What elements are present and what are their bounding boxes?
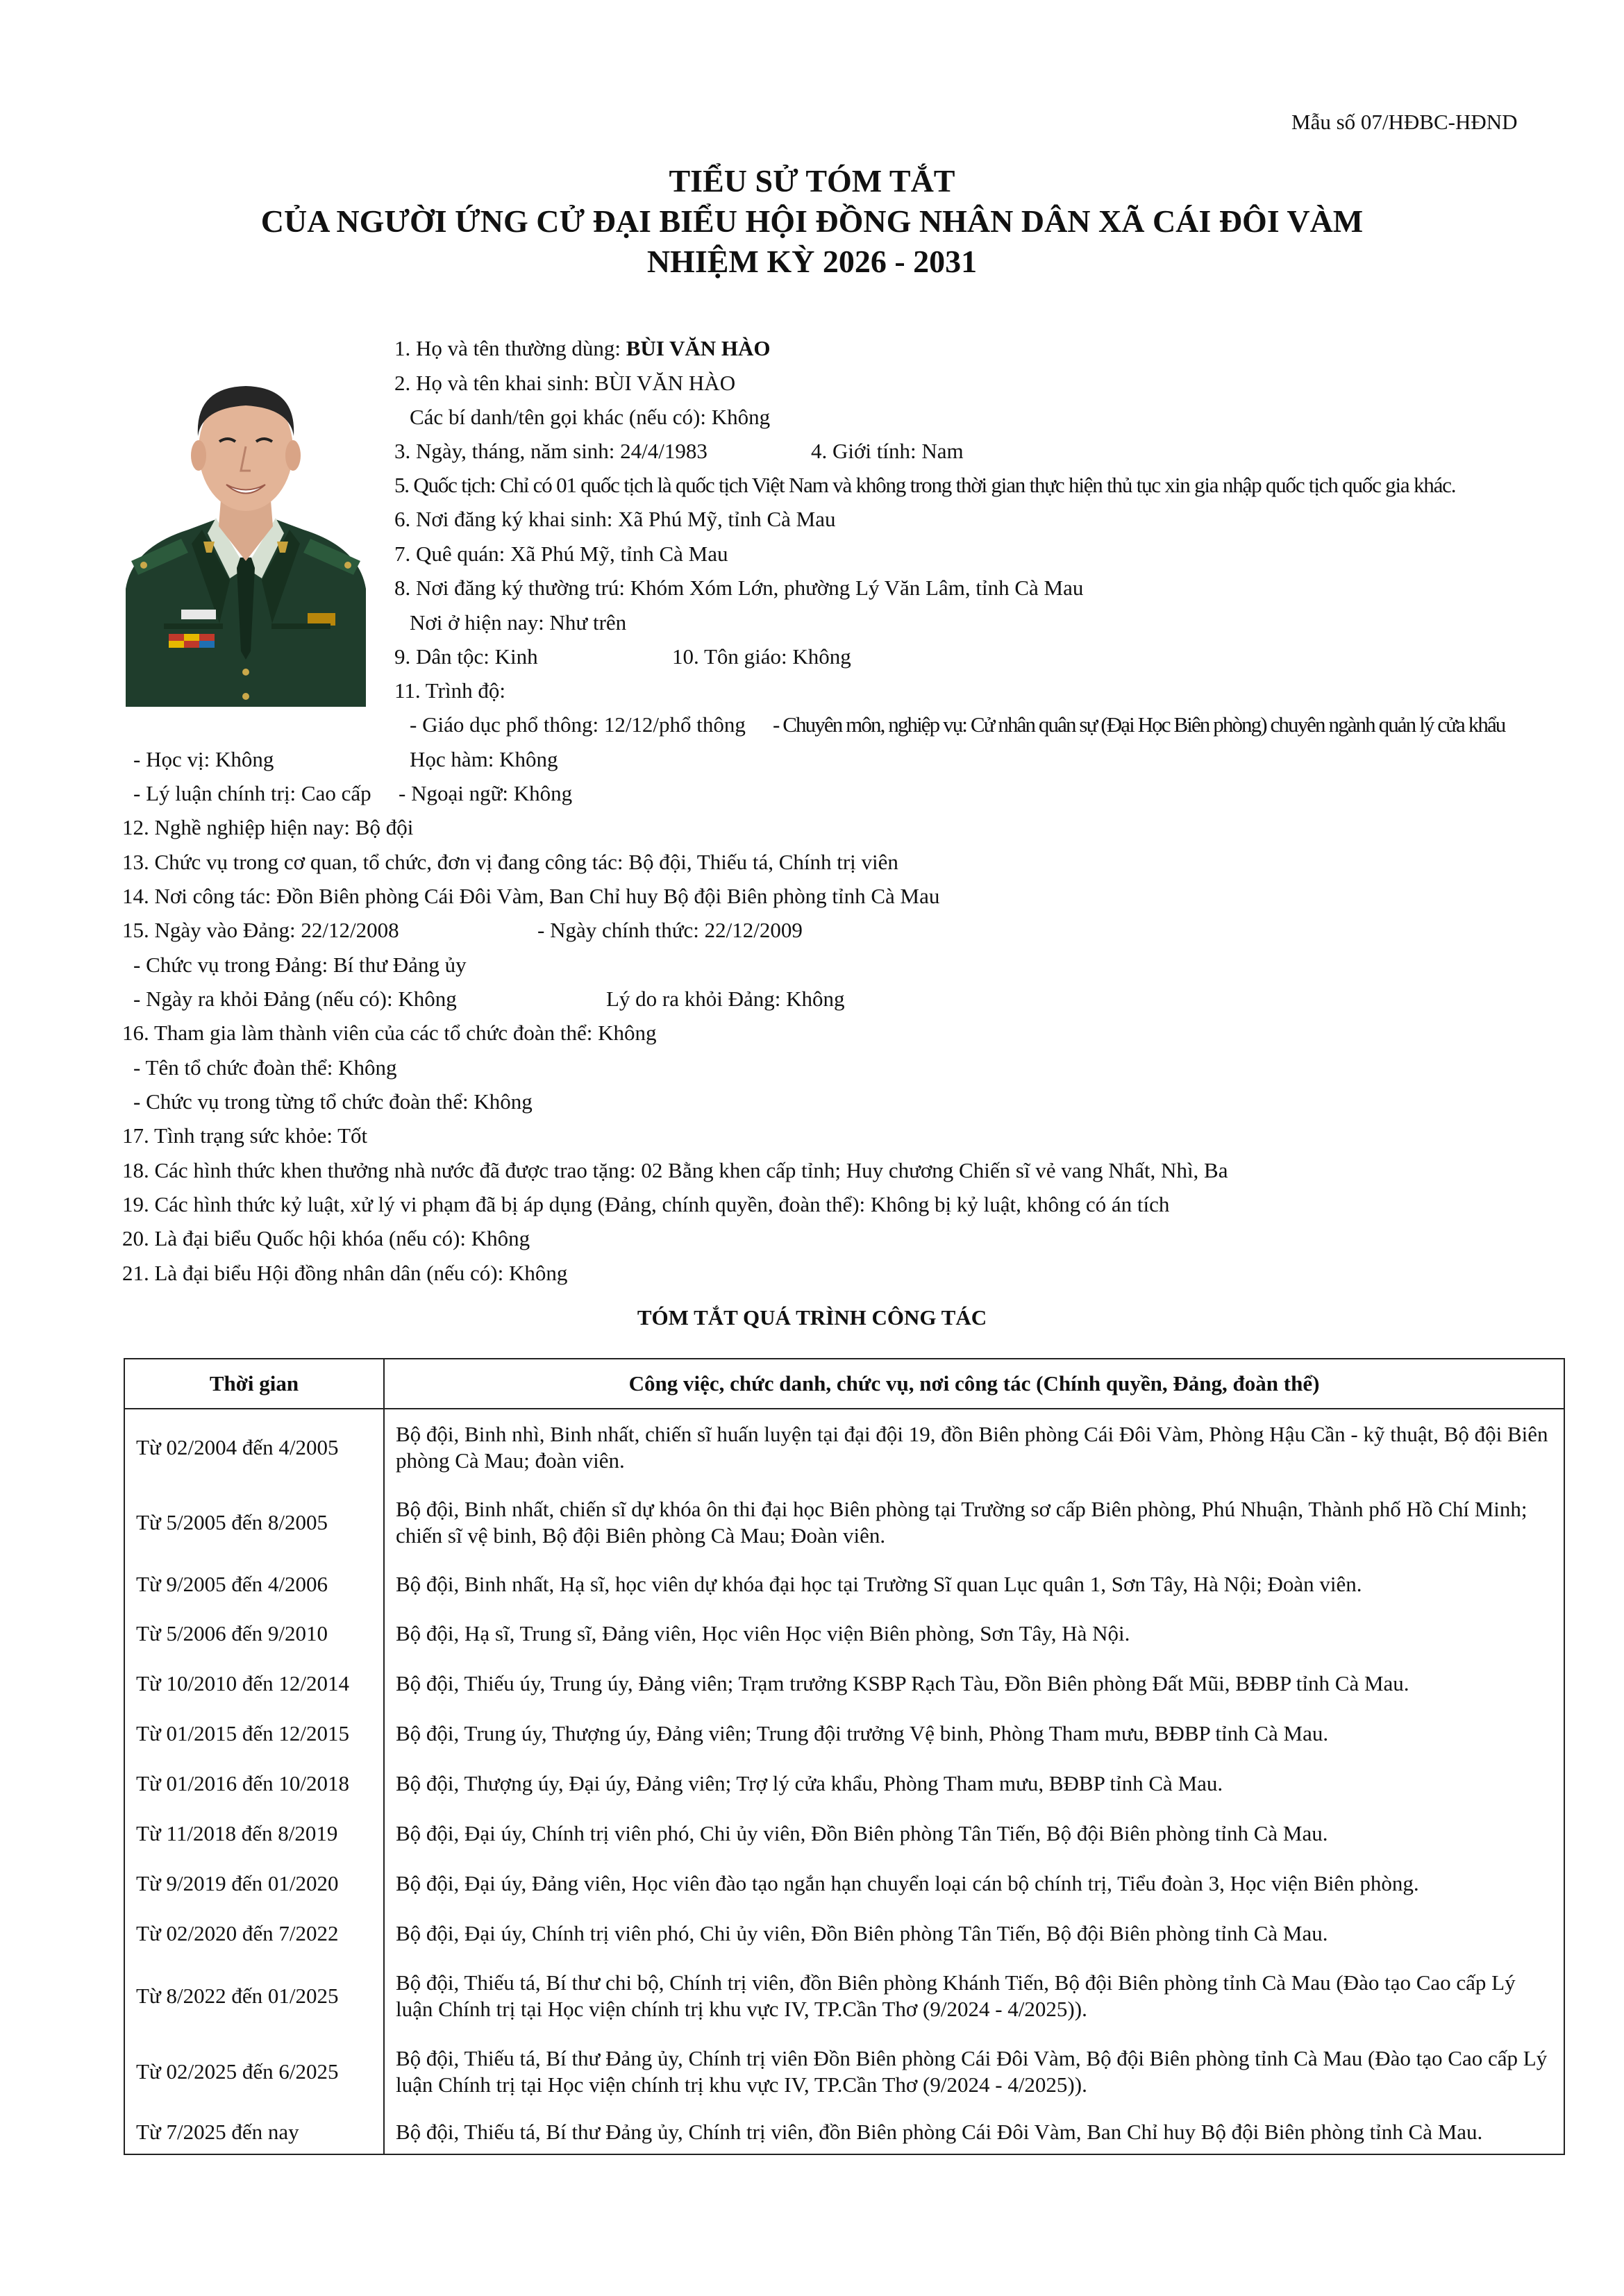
bio-political-theory: - Lý luận chính trị: Cao cấp <box>133 781 371 805</box>
table-row <box>124 1485 1564 1560</box>
row-details: Bộ đội, Thiếu tá, Bí thư Đảng ủy, Chính trị viên, đồn Biên phòng Cái Đôi Vàm, Ban Chỉ huy Bộ đội Biên phòng tỉnh Cà Mau. <box>384 2110 1564 2154</box>
bio-position: 13. Chức vụ trong cơ quan, tổ chức, đơn vị đang công tác: Bộ đội, Thiếu tá, Chính trị viên <box>122 850 898 874</box>
bio-birth-registration: 6. Nơi đăng ký khai sinh: Xã Phú Mỹ, tỉnh Cà Mau <box>394 507 836 531</box>
row-details: Bộ đội, Đại úy, Đảng viên, Học viên đào tạo ngắn hạn chuyển loại cán bộ chính trị, Tiểu đoàn 3, Học viện Biên phòng. <box>384 1859 1564 1909</box>
header-details: Công việc, chức danh, chức vụ, nơi công tác (Chính quyền, Đảng, đoàn thể) <box>384 1359 1564 1409</box>
table-row <box>124 1959 1564 2034</box>
row-details: Bộ đội, Binh nhì, Binh nhất, chiến sĩ huấn luyện tại đại đội 19, đồn Biên phòng Cái Đôi Vàm, Phòng Hậu Cần - kỹ thuật, Bộ đội Biên phòng Cà Mau; đoàn viên. <box>384 1409 1564 1485</box>
row-details: Bộ đội, Đại úy, Chính trị viên phó, Chi ủy viên, Đồn Biên phòng Tân Tiến, Bộ đội Biên phòng tỉnh Cà Mau. <box>384 1809 1564 1859</box>
table-row <box>124 1809 1564 1859</box>
row-time: Từ 9/2019 đến 01/2020 <box>124 1859 384 1909</box>
table-row <box>124 2110 1564 2154</box>
bio-hometown: 7. Quê quán: Xã Phú Mỹ, tỉnh Cà Mau <box>394 542 728 566</box>
table-row <box>124 1659 1564 1709</box>
row-time: Từ 11/2018 đến 8/2019 <box>124 1809 384 1859</box>
bio-birthdate: 3. Ngày, tháng, năm sinh: 24/4/1983 <box>394 439 708 463</box>
title-line-2: CỦA NGƯỜI ỨNG CỬ ĐẠI BIỂU HỘI ĐỒNG NHÂN DÂN XÃ CÁI ĐÔI VÀM <box>260 203 1364 239</box>
bio-unions: 16. Tham gia làm thành viên của các tổ chức đoàn thể: Không <box>122 1021 657 1045</box>
row-time: Từ 9/2005 đến 4/2006 <box>124 1560 384 1609</box>
row-time: Từ 02/2020 đến 7/2022 <box>124 1909 384 1959</box>
bio-occupation: 12. Nghề nghiệp hiện nay: Bộ đội <box>122 815 414 839</box>
title-line-1: TIỂU SỬ TÓM TẮT <box>669 163 955 199</box>
bio-foreign-language: - Ngoại ngữ: Không <box>399 781 573 805</box>
bio-common-name-value: BÙI VĂN HÀO <box>626 336 771 360</box>
portrait-illustration <box>126 360 366 707</box>
bio-ethnicity: 9. Dân tộc: Kinh <box>394 644 538 669</box>
bio-degree: - Học vị: Không <box>133 747 274 771</box>
bio-national-assembly: 20. Là đại biểu Quốc hội khóa (nếu có): Không <box>122 1226 530 1250</box>
bio-permanent-residence: 8. Nơi đăng ký thường trú: Khóm Xóm Lớn, phường Lý Văn Lâm, tỉnh Cà Mau <box>394 576 1084 600</box>
table-row <box>124 1859 1564 1909</box>
row-time: Từ 7/2025 đến nay <box>124 2110 384 2154</box>
row-details: Bộ đội, Thiếu tá, Bí thư Đảng ủy, Chính trị viên Đồn Biên phòng Cái Đôi Vàm, Bộ đội Biên phòng tỉnh Cà Mau (Đào tạo Cao cấp Lý luận Chính trị tại Học viện chính trị khu vực IV, TP.Cần Thơ (9/2024 - 4/2025)). <box>384 2034 1564 2110</box>
bio-academic-title: Học hàm: Không <box>410 747 558 771</box>
bio-party-position: - Chức vụ trong Đảng: Bí thư Đảng ủy <box>133 953 467 977</box>
candidate-photo <box>126 360 366 707</box>
title-line-3: NHIỆM KỲ 2026 - 2031 <box>646 244 978 279</box>
row-time: Từ 01/2015 đến 12/2015 <box>124 1709 384 1759</box>
row-details: Bộ đội, Đại úy, Chính trị viên phó, Chi ủy viên, Đồn Biên phòng Tân Tiến, Bộ đội Biên phòng tỉnh Cà Mau. <box>384 1909 1564 1959</box>
table-row <box>124 2034 1564 2110</box>
bio-party-leave-reason: Lý do ra khỏi Đảng: Không <box>606 987 845 1011</box>
row-details: Bộ đội, Thiếu tá, Bí thư chi bộ, Chính trị viên, đồn Biên phòng Khánh Tiến, Bộ đội Biên phòng tỉnh Cà Mau (Đào tạo Cao cấp Lý luận Chính trị tại Học viện chính trị khu vực IV, TP.Cần Thơ (9/2024 - 4/2025)). <box>384 1959 1564 2034</box>
bio-religion: 10. Tôn giáo: Không <box>672 644 851 669</box>
bio-health: 17. Tình trạng sức khỏe: Tốt <box>122 1123 368 1148</box>
bio-professional: - Chuyên môn, nghiệp vụ: Cử nhân quân sự (Đại Học Biên phòng) chuyên ngành quản lý cửa khẩu <box>773 712 1505 737</box>
bio-general-education: - Giáo dục phổ thông: 12/12/phổ thông <box>410 712 746 737</box>
row-details: Bộ đội, Binh nhất, Hạ sĩ, học viên dự khóa đại học tại Trường Sĩ quan Lục quân 1, Sơn Tây, Hà Nội; Đoàn viên. <box>384 1560 1564 1609</box>
bio-gender: 4. Giới tính: Nam <box>811 439 964 463</box>
bio-common-name-label: 1. Họ và tên thường dùng: <box>394 336 626 360</box>
header-time: Thời gian <box>124 1359 384 1409</box>
row-details: Bộ đội, Thiếu úy, Trung úy, Đảng viên; Trạm trưởng KSBP Rạch Tàu, Đồn Biên phòng Đất Mũi, BĐBP tỉnh Cà Mau. <box>384 1659 1564 1709</box>
table-row <box>124 1409 1564 1485</box>
row-details: Bộ đội, Hạ sĩ, Trung sĩ, Đảng viên, Học viên Học viện Biên phòng, Sơn Tây, Hà Nội. <box>384 1609 1564 1659</box>
table-row <box>124 1560 1564 1609</box>
row-time: Từ 10/2010 đến 12/2014 <box>124 1659 384 1709</box>
bio-party-join: 15. Ngày vào Đảng: 22/12/2008 <box>122 918 399 942</box>
career-table-header <box>124 1359 1564 1409</box>
bio-common-name <box>394 336 771 361</box>
bio-discipline: 19. Các hình thức kỷ luật, xử lý vi phạm đã bị áp dụng (Đảng, chính quyền, đoàn thể): Không bị kỷ luật, không có án tích <box>122 1192 1170 1216</box>
bio-union-names: - Tên tổ chức đoàn thể: Không <box>133 1055 397 1080</box>
row-time: Từ 5/2006 đến 9/2010 <box>124 1609 384 1659</box>
bio-party-official: - Ngày chính thức: 22/12/2009 <box>537 918 803 942</box>
bio-aliases: Các bí danh/tên gọi khác (nếu có): Không <box>410 405 771 429</box>
table-row <box>124 1709 1564 1759</box>
bio-education-label: 11. Trình độ: <box>394 678 505 703</box>
row-time: Từ 5/2005 đến 8/2005 <box>124 1485 384 1560</box>
row-time: Từ 02/2004 đến 4/2005 <box>124 1409 384 1485</box>
form-code: Mẫu số 07/HĐBC-HĐND <box>1291 110 1518 134</box>
document-title <box>0 161 1624 282</box>
bio-party-leave: - Ngày ra khỏi Đảng (nếu có): Không <box>133 987 457 1011</box>
bio-nationality: 5. Quốc tịch: Chỉ có 01 quốc tịch là quốc tịch Việt Nam và không trong thời gian thực hiện thủ tục xin gia nhập quốc tịch quốc gia khác. <box>394 473 1456 497</box>
bio-workplace: 14. Nơi công tác: Đồn Biên phòng Cái Đôi Vàm, Ban Chỉ huy Bộ đội Biên phòng tỉnh Cà Mau <box>122 884 940 908</box>
row-time: Từ 8/2022 đến 01/2025 <box>124 1959 384 2034</box>
bio-people-council: 21. Là đại biểu Hội đồng nhân dân (nếu có): Không <box>122 1261 568 1285</box>
row-details: Bộ đội, Trung úy, Thượng úy, Đảng viên; Trung đội trưởng Vệ binh, Phòng Tham mưu, BĐBP tỉnh Cà Mau. <box>384 1709 1564 1759</box>
table-row <box>124 1909 1564 1959</box>
row-details: Bộ đội, Thượng úy, Đại úy, Đảng viên; Trợ lý cửa khẩu, Phòng Tham mưu, BĐBP tỉnh Cà Mau. <box>384 1759 1564 1809</box>
career-section-title: TÓM TẮT QUÁ TRÌNH CÔNG TÁC <box>637 1305 987 1330</box>
table-row <box>124 1609 1564 1659</box>
table-row <box>124 1759 1564 1809</box>
bio-union-positions: - Chức vụ trong từng tổ chức đoàn thể: Không <box>133 1089 533 1114</box>
bio-current-residence: Nơi ở hiện nay: Như trên <box>410 610 627 635</box>
bio-awards: 18. Các hình thức khen thưởng nhà nước đã được trao tặng: 02 Bằng khen cấp tỉnh; Huy chương Chiến sĩ vẻ vang Nhất, Nhì, Ba <box>122 1158 1228 1182</box>
row-details: Bộ đội, Binh nhất, chiến sĩ dự khóa ôn thi đại học Biên phòng tại Trường sơ cấp Biên phòng, Phú Nhuận, Thành phố Hồ Chí Minh; chiến sĩ vệ binh, Bộ đội Biên phòng Cà Mau; Đoàn viên. <box>384 1485 1564 1560</box>
row-time: Từ 01/2016 đến 10/2018 <box>124 1759 384 1809</box>
bio-birth-name: 2. Họ và tên khai sinh: BÙI VĂN HÀO <box>394 371 736 395</box>
row-time: Từ 02/2025 đến 6/2025 <box>124 2034 384 2110</box>
career-table <box>124 1358 1565 2155</box>
